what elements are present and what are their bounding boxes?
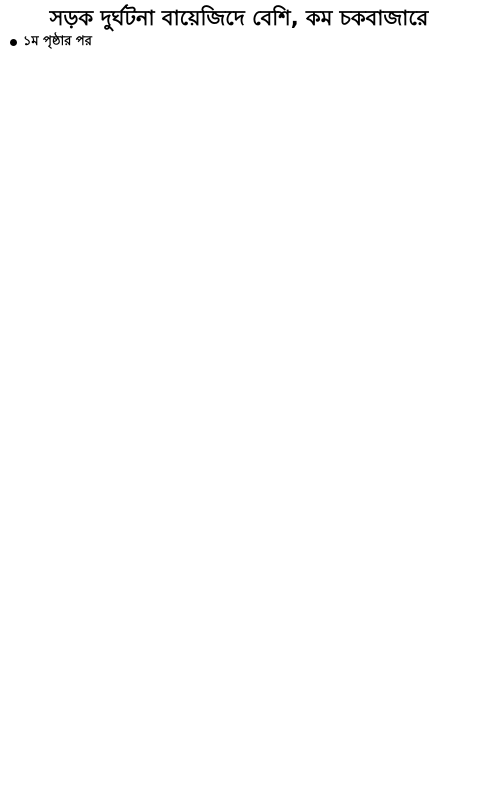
bullet-icon <box>10 39 17 46</box>
continuation-label: ১ম পৃষ্ঠার পর <box>23 34 92 49</box>
headline: সড়ক দুর্ঘটনা বায়েজিদে বেশি, কম চকবাজারে <box>49 6 429 30</box>
continuation-line <box>10 34 474 50</box>
